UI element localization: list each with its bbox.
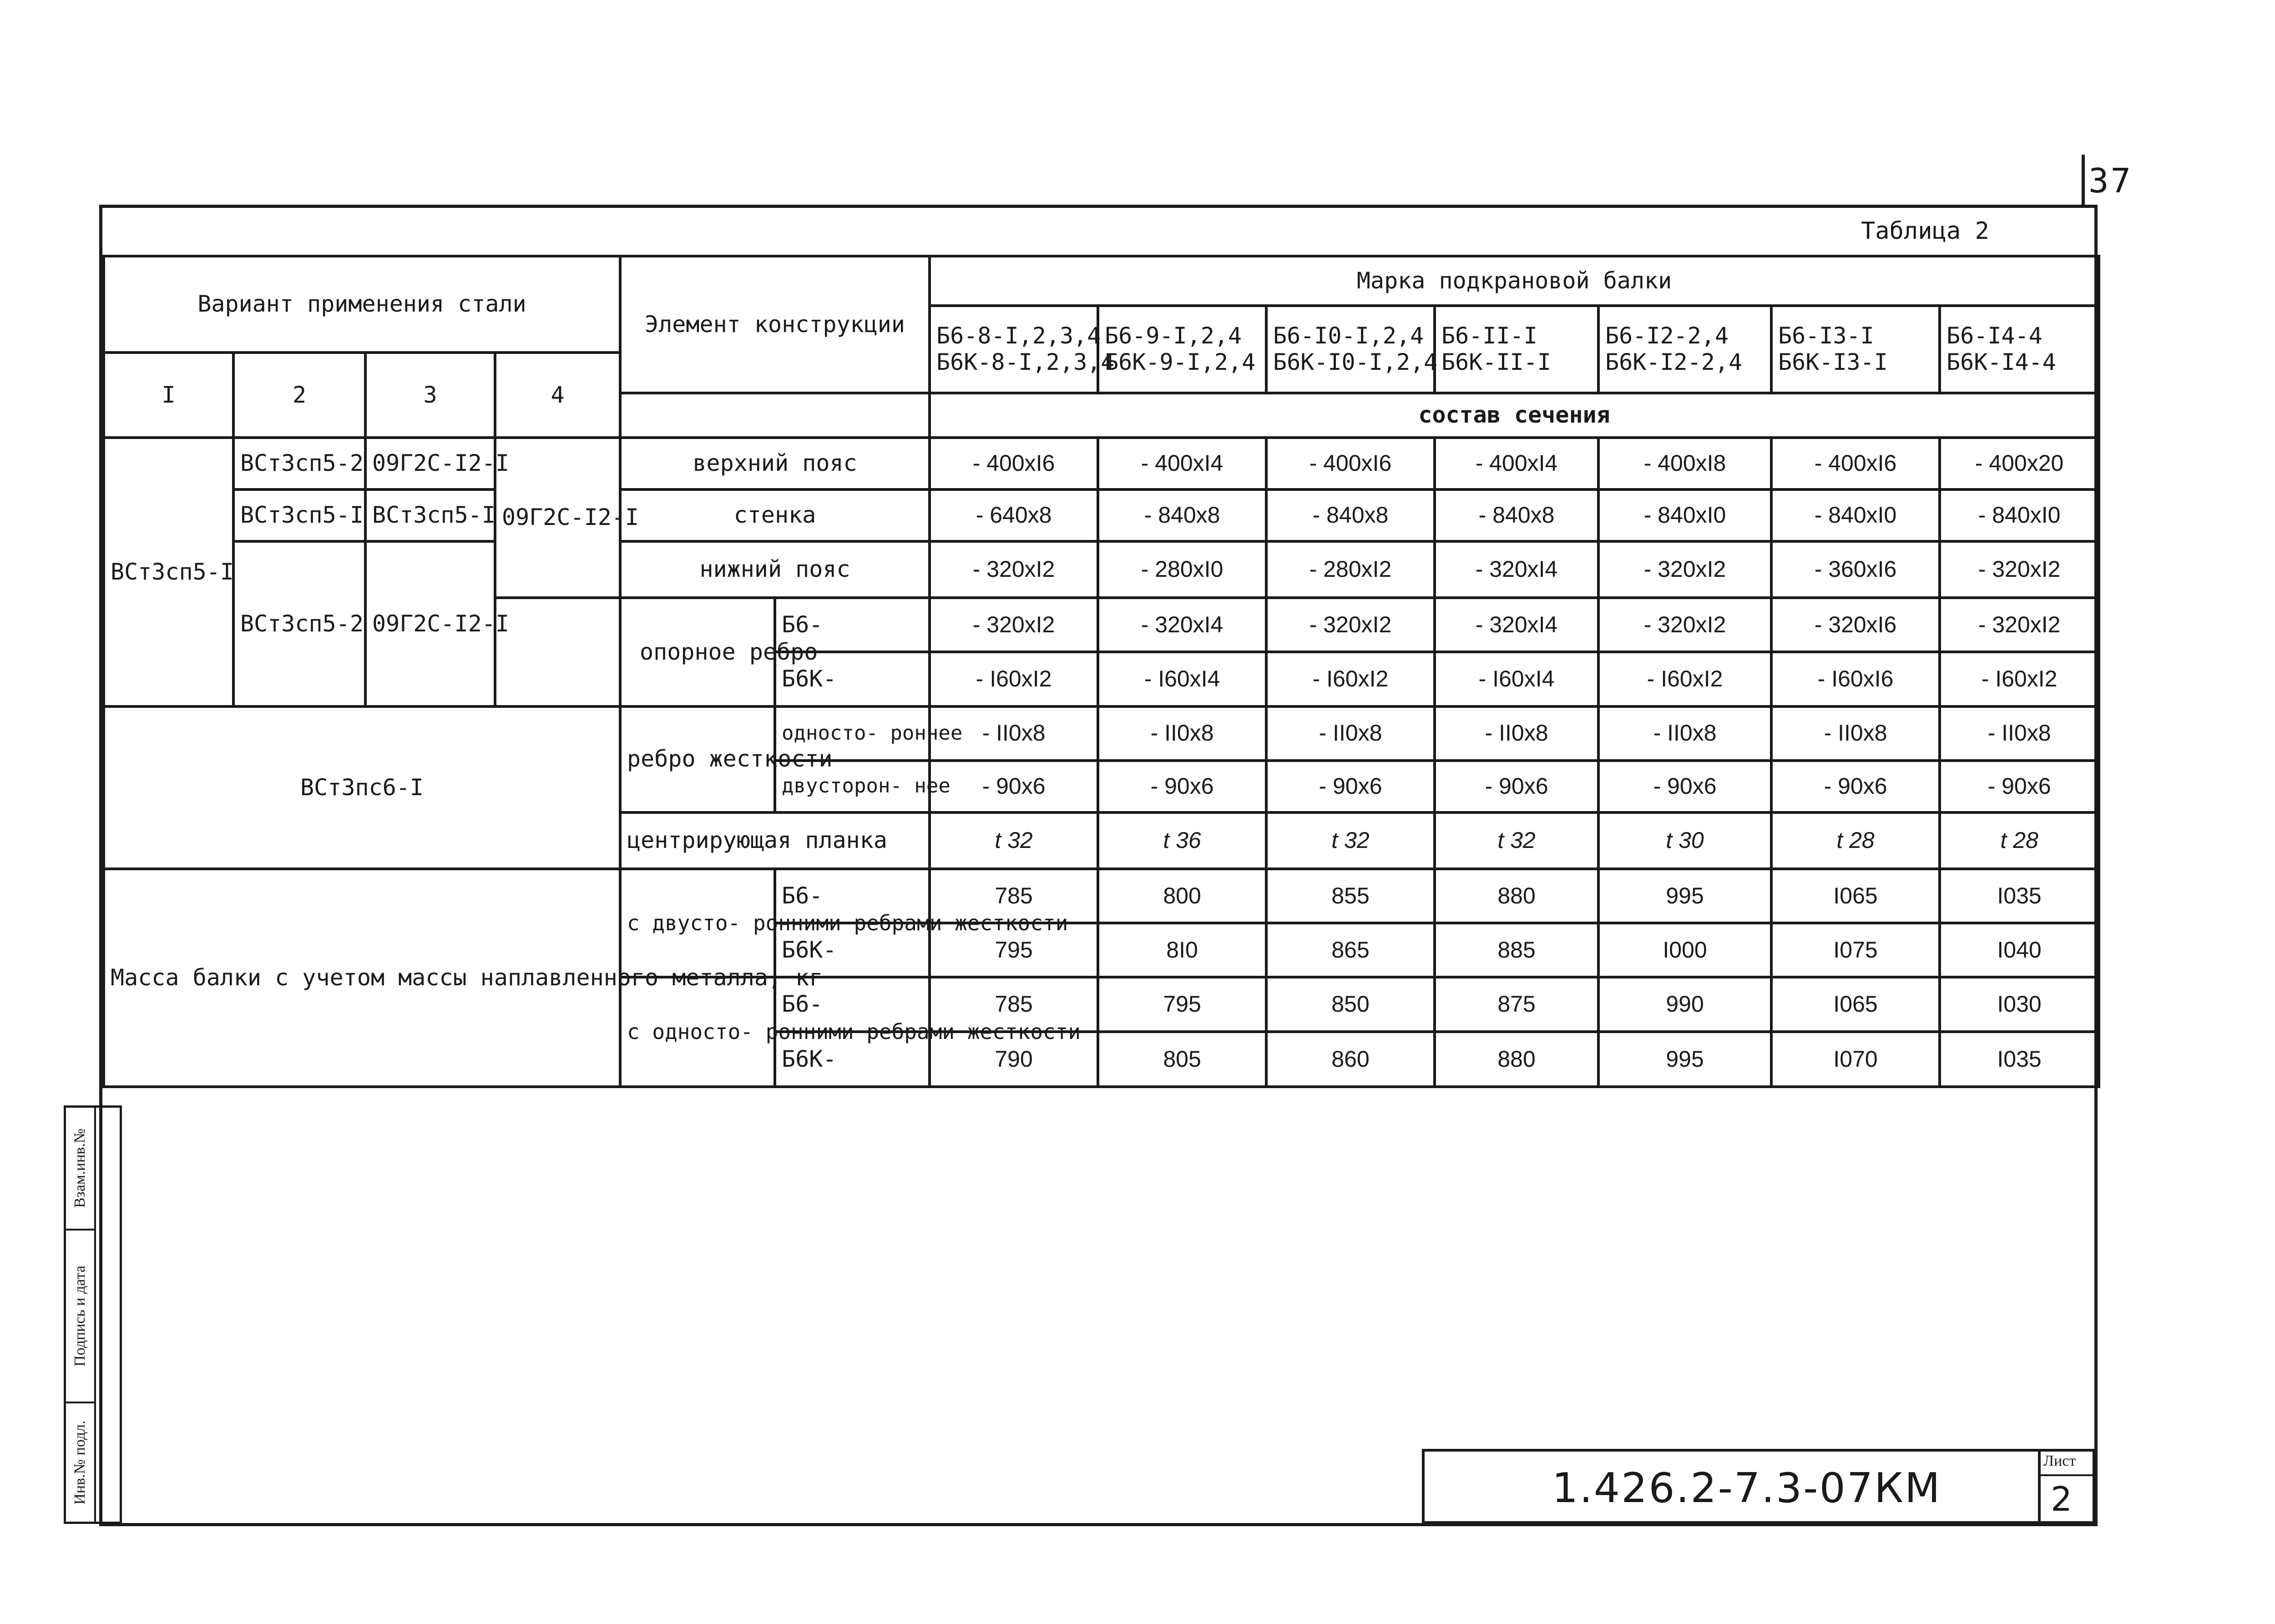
beam-specification-table <box>102 255 2100 1088</box>
label-support-rib: опорное ребро <box>620 598 775 706</box>
steel-variant-2-top: ВСт3сп5-2 <box>233 438 365 489</box>
mark-4: Б6-II-I Б6К-II-I <box>1435 306 1598 393</box>
cell-centering-6: t 28 <box>1771 812 1940 869</box>
cell-mass-two-b6k-2: 8I0 <box>1098 923 1266 977</box>
cell-stiffener-two-5: - 90x6 <box>1598 761 1771 812</box>
cell-support-b6k-3: - I60xI2 <box>1266 652 1435 706</box>
cell-mass-one-b6-3: 850 <box>1266 977 1435 1031</box>
cell-stiffener-one-4: - II0x8 <box>1435 706 1598 761</box>
cell-bottom-flange-6: - 360xI6 <box>1771 541 1940 598</box>
cell-centering-4: t 32 <box>1435 812 1598 869</box>
cell-top-flange-4: - 400xI4 <box>1435 438 1598 489</box>
label-mass-two-sided: с двусто- ронними ребрами жесткости <box>620 869 775 977</box>
cell-web-5: - 840xI0 <box>1598 489 1771 541</box>
steel-variant-3-bottom: 09Г2С-I2-I <box>365 541 495 706</box>
stamp-field-signature: Подпись и дата <box>66 1231 94 1403</box>
cell-mass-two-b6-2: 800 <box>1098 869 1266 923</box>
section-title: состав сечения <box>930 393 2099 438</box>
mass-label: Масса балки с учетом массы наплавленного металла, кг <box>104 869 620 1087</box>
cell-support-b6k-1: - I60xI2 <box>930 652 1098 706</box>
variant-number-2: 2 <box>233 353 365 438</box>
cell-mass-two-b6k-3: 865 <box>1266 923 1435 977</box>
cell-mass-one-b6k-3: 860 <box>1266 1032 1435 1087</box>
cell-stiffener-two-2: - 90x6 <box>1098 761 1266 812</box>
cell-mass-one-b6k-5: 995 <box>1598 1032 1771 1087</box>
cell-mass-two-b6-1: 785 <box>930 869 1098 923</box>
cell-support-b6-7: - 320xI2 <box>1940 598 2099 652</box>
label-mass-one-b6: Б6- <box>775 977 930 1031</box>
label-support-b6: Б6- <box>775 598 930 652</box>
steel-variant-2-bottom: ВСт3сп5-2 <box>233 541 365 706</box>
cell-support-b6-3: - 320xI2 <box>1266 598 1435 652</box>
cell-support-b6-2: - 320xI4 <box>1098 598 1266 652</box>
cell-bottom-flange-4: - 320xI4 <box>1435 541 1598 598</box>
cell-centering-2: t 36 <box>1098 812 1266 869</box>
cell-mass-two-b6k-5: I000 <box>1598 923 1771 977</box>
cell-centering-7: t 28 <box>1940 812 2099 869</box>
cell-stiffener-one-2: - II0x8 <box>1098 706 1266 761</box>
steel-variant-2-mid: ВСт3сп5-I <box>233 489 365 541</box>
cell-mass-two-b6k-7: I040 <box>1940 923 2099 977</box>
label-stiffener-two-sided: двусторон- нее <box>775 761 930 812</box>
cell-mass-one-b6k-4: 880 <box>1435 1032 1598 1087</box>
cell-stiffener-one-5: - II0x8 <box>1598 706 1771 761</box>
cell-support-b6-5: - 320xI2 <box>1598 598 1771 652</box>
cell-centering-5: t 30 <box>1598 812 1771 869</box>
cell-stiffener-one-7: - II0x8 <box>1940 706 2099 761</box>
cell-mass-two-b6k-6: I075 <box>1771 923 1940 977</box>
sheet-number: 37 <box>2088 161 2133 201</box>
cell-stiffener-two-1: - 90x6 <box>930 761 1098 812</box>
cell-top-flange-3: - 400xI6 <box>1266 438 1435 489</box>
cell-mass-two-b6-4: 880 <box>1435 869 1598 923</box>
cell-mass-two-b6k-4: 885 <box>1435 923 1598 977</box>
cell-centering-3: t 32 <box>1266 812 1435 869</box>
mark-2: Б6-9-I,2,4 Б6К-9-I,2,4 <box>1098 306 1266 393</box>
steel-variant-3-mid: ВСт3сп5-I <box>365 489 495 541</box>
label-stiffener-one-sided: односто- роннее <box>775 706 930 761</box>
label-mass-two-b6: Б6- <box>775 869 930 923</box>
cell-support-b6-4: - 320xI4 <box>1435 598 1598 652</box>
cell-top-flange-2: - 400xI4 <box>1098 438 1266 489</box>
mark-3: Б6-I0-I,2,4 Б6К-I0-I,2,4 <box>1266 306 1435 393</box>
cell-stiffener-one-1: - II0x8 <box>930 706 1098 761</box>
cell-stiffener-two-3: - 90x6 <box>1266 761 1435 812</box>
cell-bottom-flange-7: - 320xI2 <box>1940 541 2099 598</box>
cell-mass-one-b6k-6: I070 <box>1771 1032 1940 1087</box>
cell-support-b6k-2: - I60xI4 <box>1098 652 1266 706</box>
sheet-number-mark <box>2082 155 2085 205</box>
row-top-flange <box>104 438 2099 489</box>
variant-number-3: 3 <box>365 353 495 438</box>
cell-web-3: - 840x8 <box>1266 489 1435 541</box>
cell-mass-one-b6-5: 990 <box>1598 977 1771 1031</box>
label-web: стенка <box>620 489 930 541</box>
cell-stiffener-one-6: - II0x8 <box>1771 706 1940 761</box>
row-web <box>104 489 2099 541</box>
cell-bottom-flange-3: - 280xI2 <box>1266 541 1435 598</box>
sheet-label-divider <box>2041 1474 2093 1476</box>
cell-web-2: - 840x8 <box>1098 489 1266 541</box>
steel-variant-3-top: 09Г2С-I2-I <box>365 438 495 489</box>
cell-top-flange-7: - 400x20 <box>1940 438 2099 489</box>
element-title-continued <box>620 393 930 438</box>
cell-top-flange-1: - 400xI6 <box>930 438 1098 489</box>
variant-number-4: 4 <box>495 353 620 438</box>
stamp-divider <box>94 1108 96 1522</box>
cell-support-b6-6: - 320xI6 <box>1771 598 1940 652</box>
label-mass-two-b6k: Б6К- <box>775 923 930 977</box>
sheet-value: 2 <box>2051 1480 2073 1519</box>
row-stiffener-one-sided <box>104 706 2099 761</box>
table-caption: Таблица 2 <box>1861 217 1989 245</box>
cell-mass-one-b6-6: I065 <box>1771 977 1940 1031</box>
cell-bottom-flange-2: - 280xI0 <box>1098 541 1266 598</box>
cell-web-1: - 640x8 <box>930 489 1098 541</box>
cell-mass-one-b6k-1: 790 <box>930 1032 1098 1087</box>
cell-mass-one-b6k-7: I035 <box>1940 1032 2099 1087</box>
cell-mass-two-b6k-1: 795 <box>930 923 1098 977</box>
cell-mass-one-b6-7: I030 <box>1940 977 2099 1031</box>
cell-stiffener-two-7: - 90x6 <box>1940 761 2099 812</box>
cell-support-b6k-5: - I60xI2 <box>1598 652 1771 706</box>
cell-mass-one-b6k-2: 805 <box>1098 1032 1266 1087</box>
cell-stiffener-two-6: - 90x6 <box>1771 761 1940 812</box>
mark-5: Б6-I2-2,4 Б6К-I2-2,4 <box>1598 306 1771 393</box>
mark-7: Б6-I4-4 Б6К-I4-4 <box>1940 306 2099 393</box>
label-mass-one-b6k: Б6К- <box>775 1032 930 1087</box>
cell-web-4: - 840x8 <box>1435 489 1598 541</box>
document-code: 1.426.2-7.3-07КМ <box>1552 1464 1941 1512</box>
label-centering-plate: центрирующая планка <box>620 812 930 869</box>
stamp-field-original: Инв.№ подл. <box>71 1420 88 1505</box>
cell-support-b6k-6: - I60xI6 <box>1771 652 1940 706</box>
stiffener-steel: ВСт3пс6-I <box>104 706 620 869</box>
sheet-box <box>2038 1452 2093 1521</box>
cell-bottom-flange-5: - 320xI2 <box>1598 541 1771 598</box>
cell-stiffener-one-3: - II0x8 <box>1266 706 1435 761</box>
label-top-flange: верхний пояс <box>620 438 930 489</box>
stamp-field-replacement: Взам.инв.№ <box>66 1108 94 1231</box>
mark-6: Б6-I3-I Б6К-I3-I <box>1771 306 1940 393</box>
title-block <box>1422 1449 2095 1524</box>
cell-top-flange-5: - 400xI8 <box>1598 438 1771 489</box>
cell-mass-two-b6-6: I065 <box>1771 869 1940 923</box>
label-bottom-flange: нижний пояс <box>620 541 930 598</box>
cell-mass-one-b6-2: 795 <box>1098 977 1266 1031</box>
variant-number-1: I <box>104 353 233 438</box>
cell-web-6: - 840xI0 <box>1771 489 1940 541</box>
header-row-1 <box>104 256 2099 306</box>
cell-mass-one-b6-1: 785 <box>930 977 1098 1031</box>
element-title: Элемент конструкции <box>620 256 930 393</box>
cell-web-7: - 840xI0 <box>1940 489 2099 541</box>
steel-variant-4-lower <box>495 598 620 706</box>
cell-mass-two-b6-7: I035 <box>1940 869 2099 923</box>
cell-stiffener-two-4: - 90x6 <box>1435 761 1598 812</box>
cell-support-b6k-7: - I60xI2 <box>1940 652 2099 706</box>
cell-mass-one-b6-4: 875 <box>1435 977 1598 1031</box>
steel-variant-1: ВСт3сп5-I <box>104 438 233 706</box>
label-support-b6k: Б6К- <box>775 652 930 706</box>
mark-title: Марка подкрановой балки <box>930 256 2099 306</box>
cell-support-b6-1: - 320xI2 <box>930 598 1098 652</box>
mark-1: Б6-8-I,2,3,4 Б6К-8-I,2,3,4 <box>930 306 1098 393</box>
row-mass-two-b6 <box>104 869 2099 923</box>
side-stamp <box>64 1105 122 1524</box>
cell-bottom-flange-1: - 320xI2 <box>930 541 1098 598</box>
cell-mass-two-b6-5: 995 <box>1598 869 1771 923</box>
label-stiffener: ребро жесткости <box>620 706 775 812</box>
cell-top-flange-6: - 400xI6 <box>1771 438 1940 489</box>
cell-mass-two-b6-3: 855 <box>1266 869 1435 923</box>
sheet-label: Лист <box>2043 1453 2076 1469</box>
cell-centering-1: t 32 <box>930 812 1098 869</box>
row-bottom-flange <box>104 541 2099 598</box>
label-mass-one-sided: с односто- ронними ребрами жесткости <box>620 977 775 1087</box>
variant-title: Вариант применения стали <box>104 256 620 353</box>
steel-variant-4: 09Г2С-I2-I <box>495 438 620 598</box>
cell-support-b6k-4: - I60xI4 <box>1435 652 1598 706</box>
